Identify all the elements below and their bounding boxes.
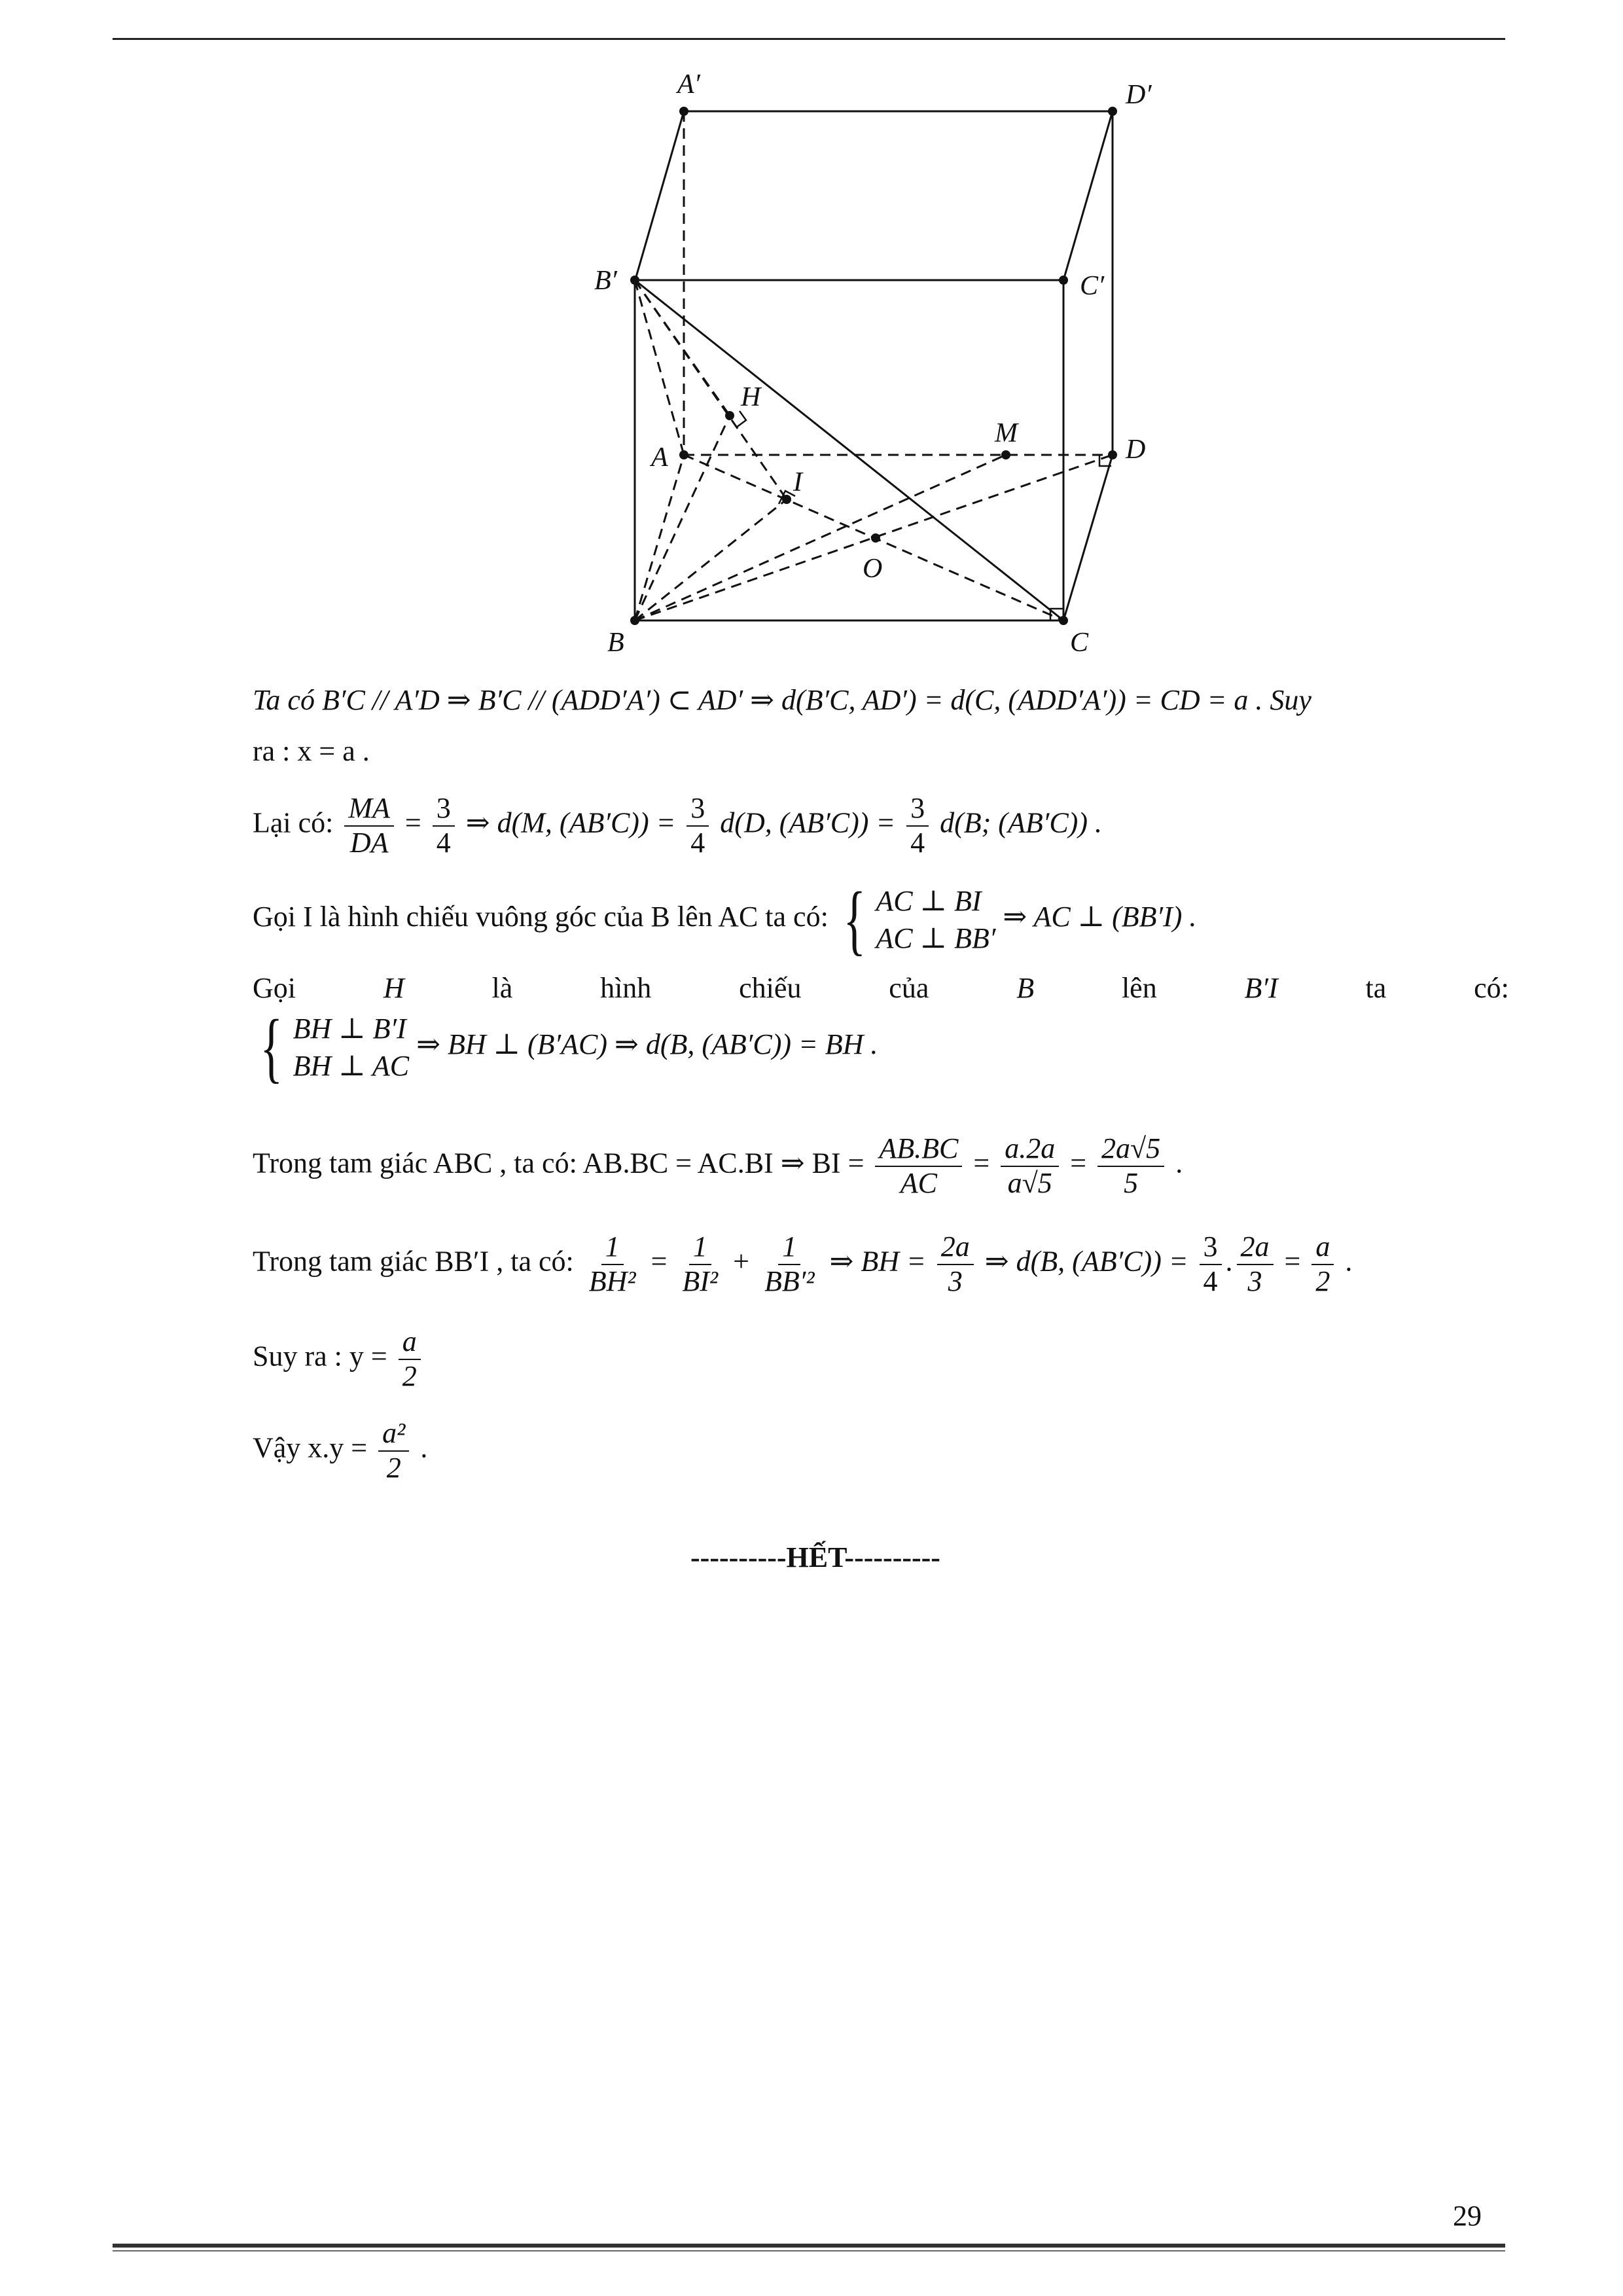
label-D: D <box>1126 435 1146 465</box>
frac-3-4-c: $\frac{3}{4}$ <box>906 792 929 859</box>
system-ac: { AC ⊥ BI AC ⊥ BB′ <box>843 876 996 963</box>
label-D-prime: D′ <box>1126 80 1152 110</box>
page-number: 29 <box>1453 2200 1482 2232</box>
footer-rule-thin <box>113 2250 1505 2251</box>
line-1: Ta có B′C // A′D ⇒ B′C // (ADD′A′) ⊂ AD′ ⇒ d(B′C, AD′) = d(C, (ADD′A′)) = CD = a . Suy <box>253 684 1311 716</box>
line-3: Lại có: $\frac{MA}{DA}$ = $\frac{3}{4}$ ⇒ d(M, (AB′C)) = $\frac{3}{4}$ d(D, (AB′C)) = $\frac{3}{4}$ d(B; (AB′C)) . <box>253 792 1102 859</box>
edge-BpC <box>635 280 1063 620</box>
label-A-prime: A′ <box>677 69 700 99</box>
frac-3-4-a: $\frac{3}{4}$ <box>433 792 455 859</box>
frac-3-4-b: $\frac{3}{4}$ <box>687 792 709 859</box>
edge-BpH <box>635 280 730 416</box>
end-mark: ----------HẾT---------- <box>690 1541 940 1573</box>
label-I: I <box>793 467 802 497</box>
edge-BI <box>635 499 787 620</box>
frac-ma-da: $\frac{MA}{DA}$ <box>344 792 394 859</box>
line-6: { BH ⊥ B′I BH ⊥ AC ⇒ BH ⊥ (B′AC) ⇒ d(B, (AB′C)) = BH . <box>253 1008 878 1086</box>
label-B-prime: B′ <box>594 266 617 296</box>
label-A: A <box>651 442 668 473</box>
right-angle-H <box>736 411 746 427</box>
line-2: ra : x = a . <box>253 735 370 767</box>
edge-BpA <box>635 280 684 455</box>
label-O: O <box>863 554 883 584</box>
footer-rule <box>113 2244 1505 2248</box>
line-10: Vậy x.y = $\frac{\text{a²}}{2}$ . <box>253 1417 428 1484</box>
line-9: Suy ra : y = $\frac{a}{2}$ <box>253 1325 425 1393</box>
edge-BpAp <box>635 111 684 281</box>
label-B: B <box>607 628 624 658</box>
header-rule <box>113 38 1505 40</box>
edge-DC <box>1063 455 1113 620</box>
edge-BA <box>635 455 684 620</box>
label-C: C <box>1070 628 1089 658</box>
label-C-prime: C′ <box>1080 271 1105 301</box>
label-H: H <box>741 382 761 412</box>
system-bh: { BH ⊥ B′I BH ⊥ AC <box>260 1003 410 1090</box>
line-5: Gọi H là hình chiếu của B lên B′I ta có: <box>253 972 1509 1004</box>
line-7: Trong tam giác ABC , ta có: AB.BC = AC.BI ⇒ BI = $\frac{AB.BC}{AC}$ = $\frac{a.2a}{a√5}$ = $\frac{2a√5}{5}$ . <box>253 1132 1183 1199</box>
edge-BM <box>635 455 1006 620</box>
label-M: M <box>995 418 1018 448</box>
edge-DpCp <box>1063 111 1113 280</box>
line-4: Gọi I là hình chiếu vuông góc của B lên AC ta có: { AC ⊥ BI AC ⊥ BB′ ⇒ AC ⊥ (BB′I) . <box>253 876 1197 963</box>
geometry-figure <box>550 59 1171 668</box>
line-8: Trong tam giác BB′I , ta có: $\frac{1}{\text{BH²}}$ = $\frac{1}{\text{BI²}}$ + $\frac{1}{\text{BB′²}}$ ⇒ BH = $\frac{2a}{3}$ ⇒ d(B, (AB′C)) = $\frac{3}{4}$ . $\frac{2a}{3}$ = $\frac{a}{2}$ . <box>253 1230 1353 1297</box>
